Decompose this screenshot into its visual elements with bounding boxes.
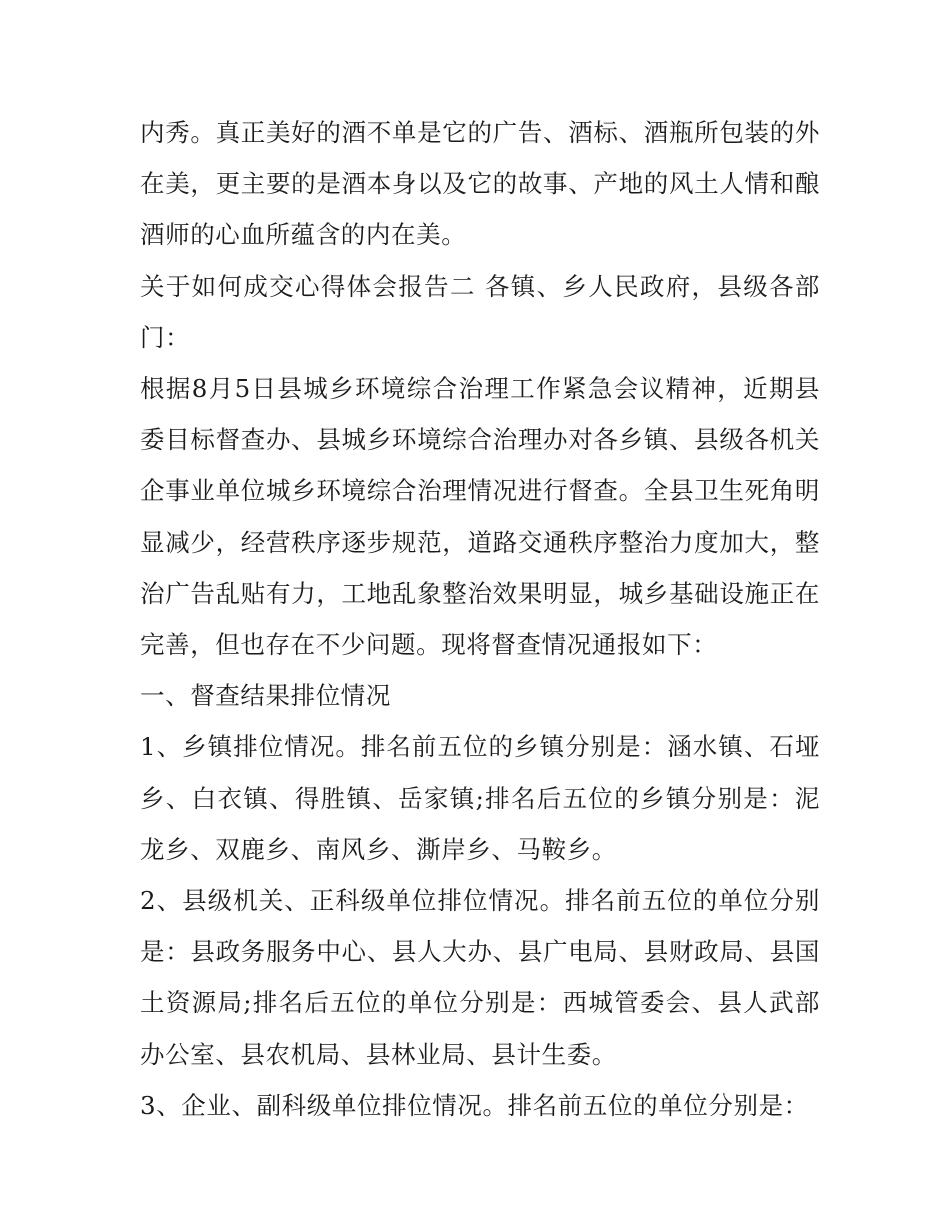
paragraph-township-ranking: 1、乡镇排位情况。排名前五位的乡镇分别是：涵水镇、石垭乡、白衣镇、得胜镇、岳家镇;排名后五位的乡镇分别是：泥龙乡、双鹿乡、南风乡、澌岸乡、马鞍乡。 [140, 732, 820, 864]
paragraph-intro-continuation: 内秀。真正美好的酒不单是它的广告、酒标、酒瓶所包装的外在美，更主要的是酒本身以及它的故事、产地的风土人情和酿酒师的心血所蕴含的内在美。 [140, 118, 820, 250]
paragraph-inspection-summary: 根据8月5日县城乡环境综合治理工作紧急会议精神，近期县委目标督查办、县城乡环境综合治理办对各乡镇、县级各机关企事业单位城乡环境综合治理情况进行督查。全县卫生死角明显减少，经营秩序逐步规范，道路交通秩序整治力度加大，整治广告乱贴有力，工地乱象整治效果明显，城乡基础设施正在完善，但也存在不少问题。现将督查情况通报如下： [140, 374, 820, 660]
paragraph-report-heading: 关于如何成交心得体会报告二 各镇、乡人民政府，县级各部门： [140, 271, 820, 352]
paragraph-enterprise-ranking: 3、企业、副科级单位排位情况。排名前五位的单位分别是： [140, 1090, 809, 1120]
section-heading-ranking: 一、督查结果排位情况 [140, 681, 391, 711]
document-body [140, 107, 820, 1131]
paragraph-county-agency-ranking: 2、县级机关、正科级单位排位情况。排名前五位的单位分别是：县政务服务中心、县人大办、县广电局、县财政局、县国土资源局;排名后五位的单位分别是：西城管委会、县人武部办公室、县农机局、县林业局、县计生委。 [140, 886, 820, 1069]
